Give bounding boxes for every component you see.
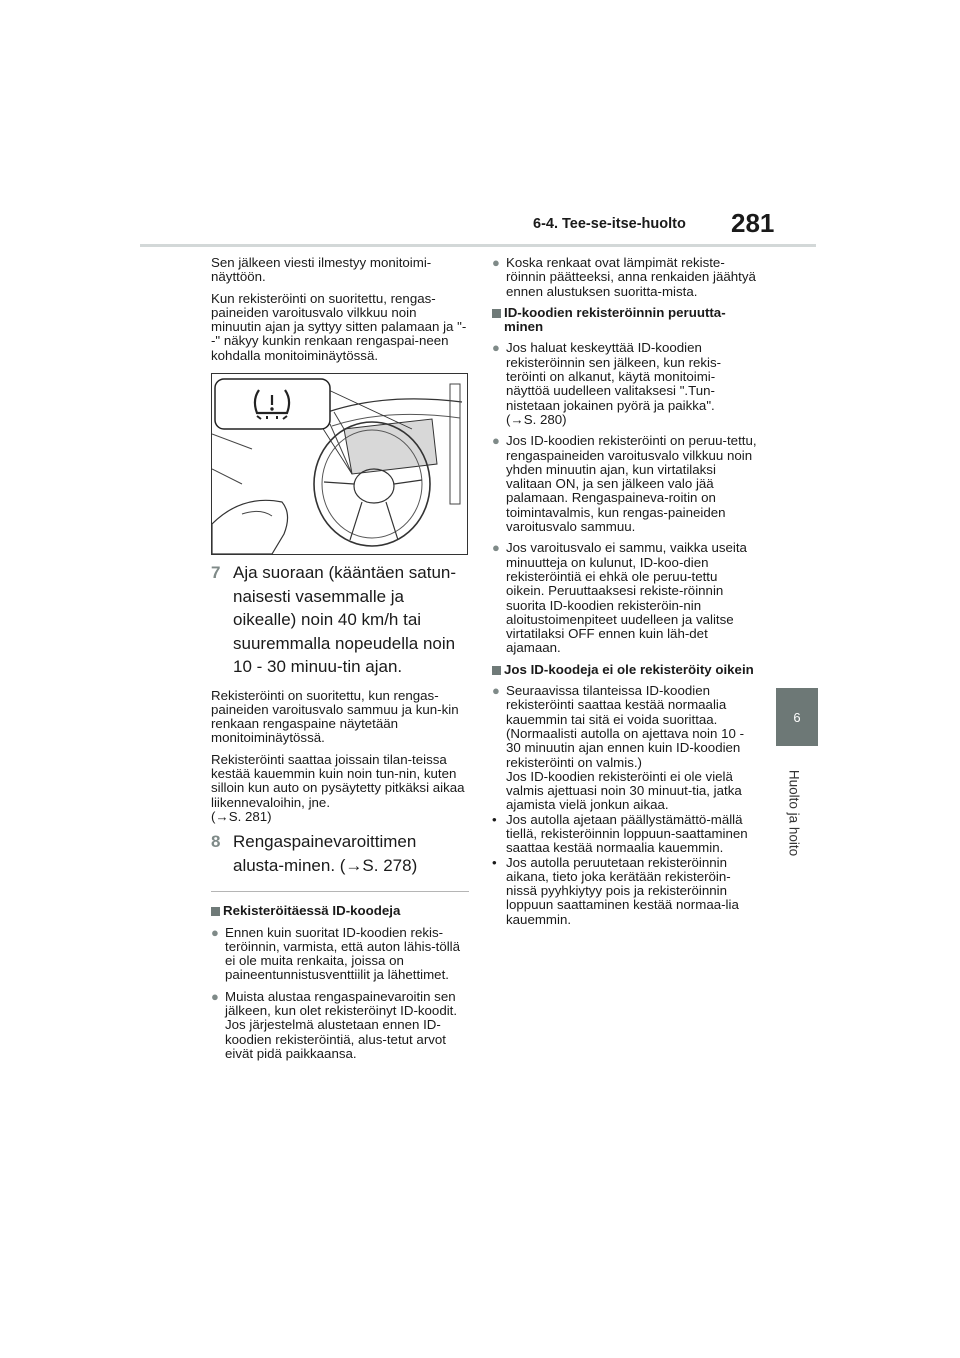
dashboard-figure xyxy=(211,373,468,555)
section-title: 6-4. Tee-se-itse-huolto xyxy=(533,216,686,232)
paragraph: Rekisteröinti saattaa joissain tilan-teissa kestää kauemmin kuin noin tun-nin, kuten silloin kun auto on pysäytetty pitkäksi aikaa liikennevaloihin, jne. (→S. 281) xyxy=(211,751,465,824)
right-column xyxy=(492,256,757,927)
sub-list-item: • Jos autolla peruutetaan rekisteröinnin aikana, tieto joka kerätään rekisteröin-nissä pyyhkiytyy pois ja rekisteröinnin loppuun saattaminen kestää normaa-lia kauemmin. xyxy=(492,854,739,927)
page-reference-link[interactable]: (→S. 281) xyxy=(211,808,272,824)
list-item: ● Koska renkaat ovat lämpimät rekiste-röinnin päätteeksi, anna renkaiden jäähtyä ennen alustuksen suoritta-mista. xyxy=(492,255,756,299)
section-heading: Rekisteröitäessä ID-koodeja xyxy=(211,904,469,918)
left-column xyxy=(211,256,469,1068)
tire-pressure-warning-illustration xyxy=(212,374,467,554)
square-bullet-icon xyxy=(492,666,501,675)
list-item: ● Jos ID-koodien rekisteröinti on peruu-tettu, rengaspaineiden varoitusvalo vilkkuu noin yhden minuutin ajan, kun virtatilaksi valitaan ON, ja sen jälkeen valo jää palamaan. Rengaspaineva-roitin on toimintavalmis, kun rengas-paineiden varoitusvalo sammuu. xyxy=(492,433,757,535)
list-item: ● Ennen kuin suoritat ID-koodien rekis-teröinnin, varmista, että auton lähis-töllä ei ole muita renkaita, joissa on paineentunnistusventtiilit ja lähettimet. xyxy=(211,924,461,983)
bullet-icon: ● xyxy=(211,988,219,1004)
list-item: ● Muista alustaa rengaspainevaroitin sen jälkeen, kun olet rekisteröinyt ID-koodit. Jos järjestelmä alustetaan ennen ID-koodien rekisteröintiä, alus-tetut arvot eivät pidä paikkaansa. xyxy=(211,988,458,1061)
paragraph: Sen jälkeen viesti ilmestyy monitoimi-näyttöön. xyxy=(211,255,432,285)
bullet-icon: ● xyxy=(211,924,219,940)
square-bullet-icon xyxy=(492,309,501,318)
chapter-tab[interactable] xyxy=(776,688,818,746)
page-number: 281 xyxy=(731,208,775,238)
square-bullet-icon xyxy=(211,907,220,916)
page-reference-link[interactable]: (→S. 280) xyxy=(506,411,567,427)
step-7: 7 Aja suoraan (kääntäen satun-naisesti vasemmalle ja oikealle) noin 40 km/h tai suuremmalla nopeudella noin 10 - 30 minuu-tin ajan. xyxy=(211,563,457,677)
paragraph: Rekisteröinti on suoritettu, kun rengas-paineiden varoitusvalo sammuu ja kun-kin renkaan rengaspaine näytetään monitoiminäytössä. xyxy=(211,687,459,746)
chapter-title-vertical: Huolto ja hoito xyxy=(786,769,802,857)
paragraph: Kun rekisteröinti on suoritettu, rengas-paineiden varoitusvalo vilkkuu noin minuutin ajan ja syttyy sitten palamaan ja "--" näkyy kunkin renkaan rengaspai-neen kohdalla monitoiminäytössä. xyxy=(211,290,467,363)
bullet-icon: ● xyxy=(492,340,500,356)
dash-bullet-icon: • xyxy=(492,811,497,827)
list-item: ● Jos varoitusvalo ei sammu, vaikka useita minuutteja on kulunut, ID-koo-dien rekisteröintiä ei ehkä ole peruu-tettu oikein. Peruuttaaksesi rekiste-röinnin suorita ID-koodien rekisteröin-nin aloitustoimenpiteet uudelleen ja valitse virtatilaksi OFF ennen kuin läh-det ajamaan. xyxy=(492,540,747,656)
dash-bullet-icon: • xyxy=(492,854,497,870)
list-item: ● Seuraavissa tilanteissa ID-koodien rekisteröinti saattaa kestää normaalia kauemmin tai sitä ei voida suorittaa. (Normaalisti autolla on ajettava noin 10 - 30 minuutin ajan ennen kuin ID-koodien rekisteröinti on valmis.) Jos ID-koodien rekisteröinti ei ole vielä valmis ajettuasi noin 30 minuut-tia, jatka ajamista vielä jonkun aikaa. xyxy=(492,683,744,813)
chapter-number: 6 xyxy=(793,709,801,725)
bullet-icon: ● xyxy=(492,433,500,449)
divider xyxy=(211,891,469,892)
bullet-icon: ● xyxy=(492,540,500,556)
header-rule xyxy=(140,244,816,247)
step-8: 8 Rengaspainevaroittimen alusta-minen. (→S. 278) xyxy=(211,832,418,875)
sub-list-item: • Jos autolla ajetaan päällystämättö-mällä tiellä, rekisteröinnin loppuun-saattaminen saattaa kestää normaalia kauemmin. xyxy=(492,811,748,856)
list-item: ● Jos haluat keskeyttää ID-koodien rekisteröinnin sen jälkeen, kun rekis-teröinti on alkanut, käytä monitoimi-näyttöä uudelleen valitaksesi ".Tun-nistetaan jokainen pyörä ja paikka". (→S. 280) xyxy=(492,340,722,427)
bullet-icon: ● xyxy=(492,683,500,699)
section-heading: Jos ID-koodeja ei ole rekisteröity oikein xyxy=(492,663,757,677)
section-heading: ID-koodien rekisteröinnin peruutta-minen xyxy=(492,306,757,335)
bullet-icon: ● xyxy=(492,255,500,270)
